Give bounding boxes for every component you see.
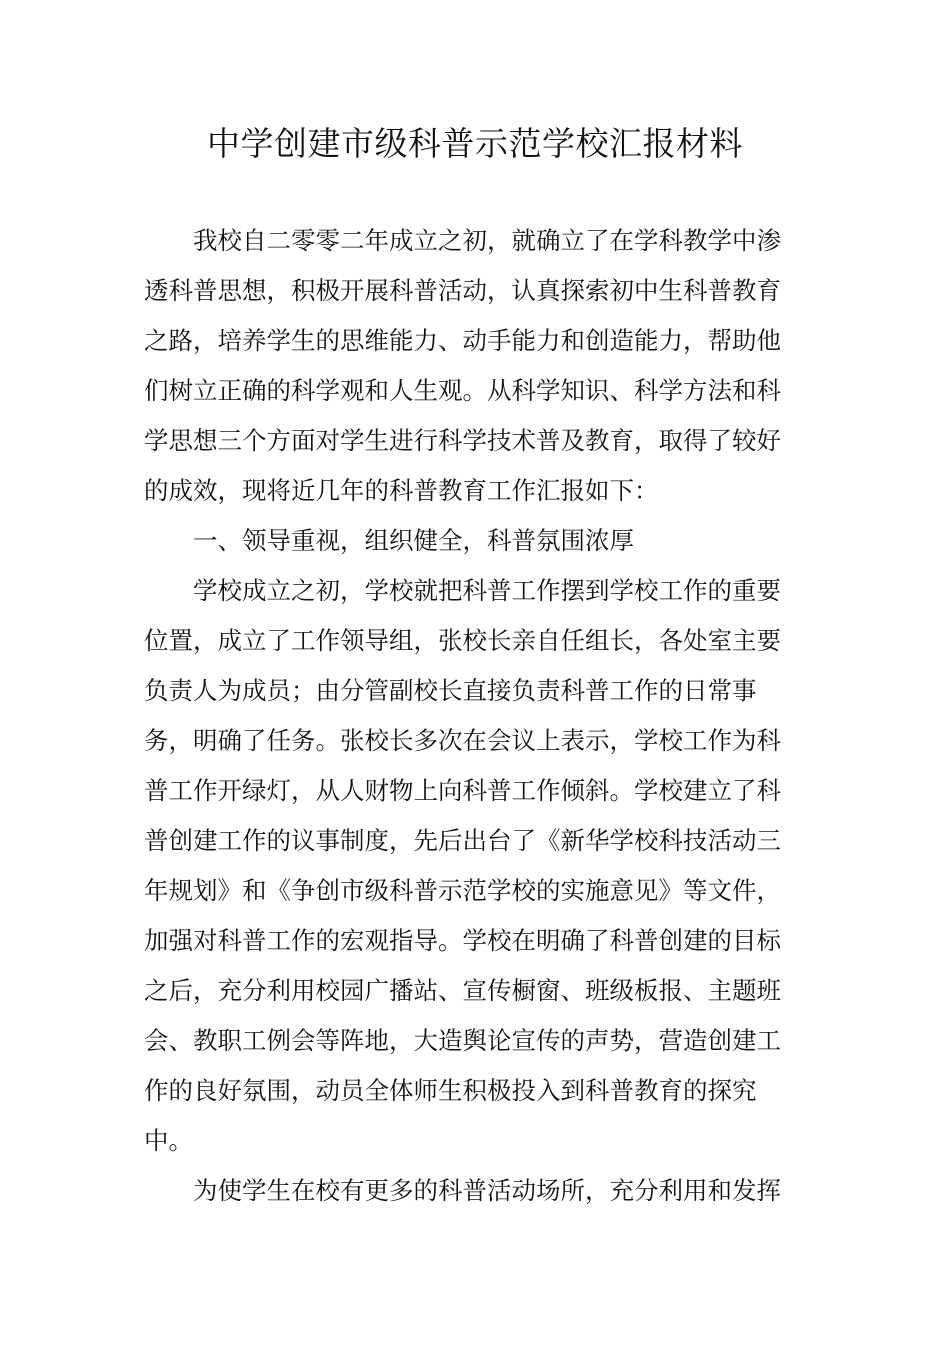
paragraph-line: 年规划》和《争创市级科普示范学校的实施意见》等文件，	[144, 876, 781, 905]
paragraph-line: 的成效，现将近几年的科普教育工作汇报如下：	[144, 476, 659, 505]
paragraph-line: 会、教职工例会等阵地，大造舆论宣传的声势，营造创建工	[144, 1026, 781, 1055]
paragraph-line: 普工作开绿灯，从人财物上向科普工作倾斜。学校建立了科	[144, 776, 781, 805]
paragraph-line: 我校自二零零二年成立之初，就确立了在学科教学中渗	[193, 226, 781, 255]
paragraph-line: 作的良好氛围，动员全体师生积极投入到科普教育的探究	[144, 1076, 757, 1105]
paragraph-line: 负责人为成员；由分管副校长直接负责科普工作的日常事	[144, 676, 757, 705]
document-title: 中学创建市级科普示范学校汇报材料	[207, 124, 743, 163]
paragraph-line: 中。	[144, 1126, 193, 1155]
paragraph-line: 位置，成立了工作领导组，张校长亲自任组长，各处室主要	[144, 626, 781, 655]
paragraph-line: 之后，充分利用校园广播站、宣传橱窗、班级板报、主题班	[144, 976, 781, 1005]
paragraph-line: 透科普思想，积极开展科普活动，认真探索初中生科普教育	[144, 276, 781, 305]
paragraph-line: 普创建工作的议事制度，先后出台了《新华学校科技活动三	[144, 826, 781, 855]
paragraph-line: 学校成立之初，学校就把科普工作摆到学校工作的重要	[193, 576, 781, 605]
paragraph-line: 之路，培养学生的思维能力、动手能力和创造能力，帮助他	[144, 326, 781, 355]
paragraph-line: 为使学生在校有更多的科普活动场所，充分利用和发挥	[193, 1176, 781, 1205]
section-heading: 一、领导重视，组织健全，科普氛围浓厚	[193, 526, 634, 555]
paragraph-line: 加强对科普工作的宏观指导。学校在明确了科普创建的目标	[144, 926, 781, 955]
paragraph-line: 务，明确了任务。张校长多次在会议上表示，学校工作为科	[144, 726, 781, 755]
paragraph-line: 们树立正确的科学观和人生观。从科学知识、科学方法和科	[144, 376, 781, 405]
paragraph-line: 学思想三个方面对学生进行科学技术普及教育，取得了较好	[144, 426, 781, 455]
